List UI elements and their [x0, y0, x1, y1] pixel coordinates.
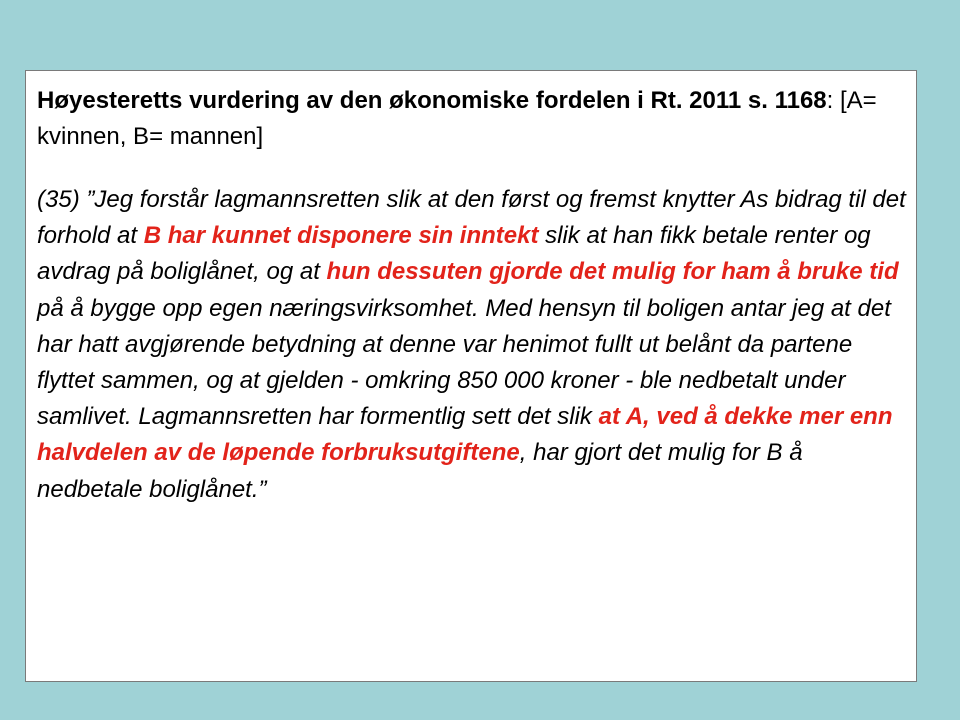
heading-bold-text: Høyesteretts vurdering av den økonomiske fordelen i Rt. 2011 s. 1168: [37, 87, 827, 114]
court-quote: [37, 182, 907, 508]
slide-heading: [37, 83, 907, 155]
quote-highlight: hun dessuten gjorde det mulig for ham å bruke tid: [326, 258, 899, 286]
quote-segment: på å bygge opp egen næringsvirksomhet. Med hensyn til boligen antar jeg at det har hatt avgjørende betydning at denne var henimot fullt ut belånt da partene flyttet sammen, og at gjelden - omkring 850 000 kroner - ble nedbetalt under samlivet. Lagmannsretten har formentlig sett det slik: [37, 294, 891, 431]
slide-content-box: [25, 70, 917, 682]
quote-segment: , har gjort det mulig for B å nedbetale boliglånet.”: [37, 439, 803, 503]
quote-highlight: B har kunnet disponere sin inntekt: [143, 222, 539, 250]
quote-segment: (35) ”Jeg forstår lagmannsretten slik at den først og fremst knytter As bidrag til det forhold at: [37, 186, 906, 250]
quote-segment: slik at han fikk betale renter og avdrag på boliglånet, og at: [37, 222, 871, 286]
quote-highlight: at A, ved å dekke mer enn halvdelen av de løpende forbruksutgiftene: [37, 403, 893, 467]
heading-rest-text: : [A= kvinnen, B= mannen]: [37, 87, 877, 150]
